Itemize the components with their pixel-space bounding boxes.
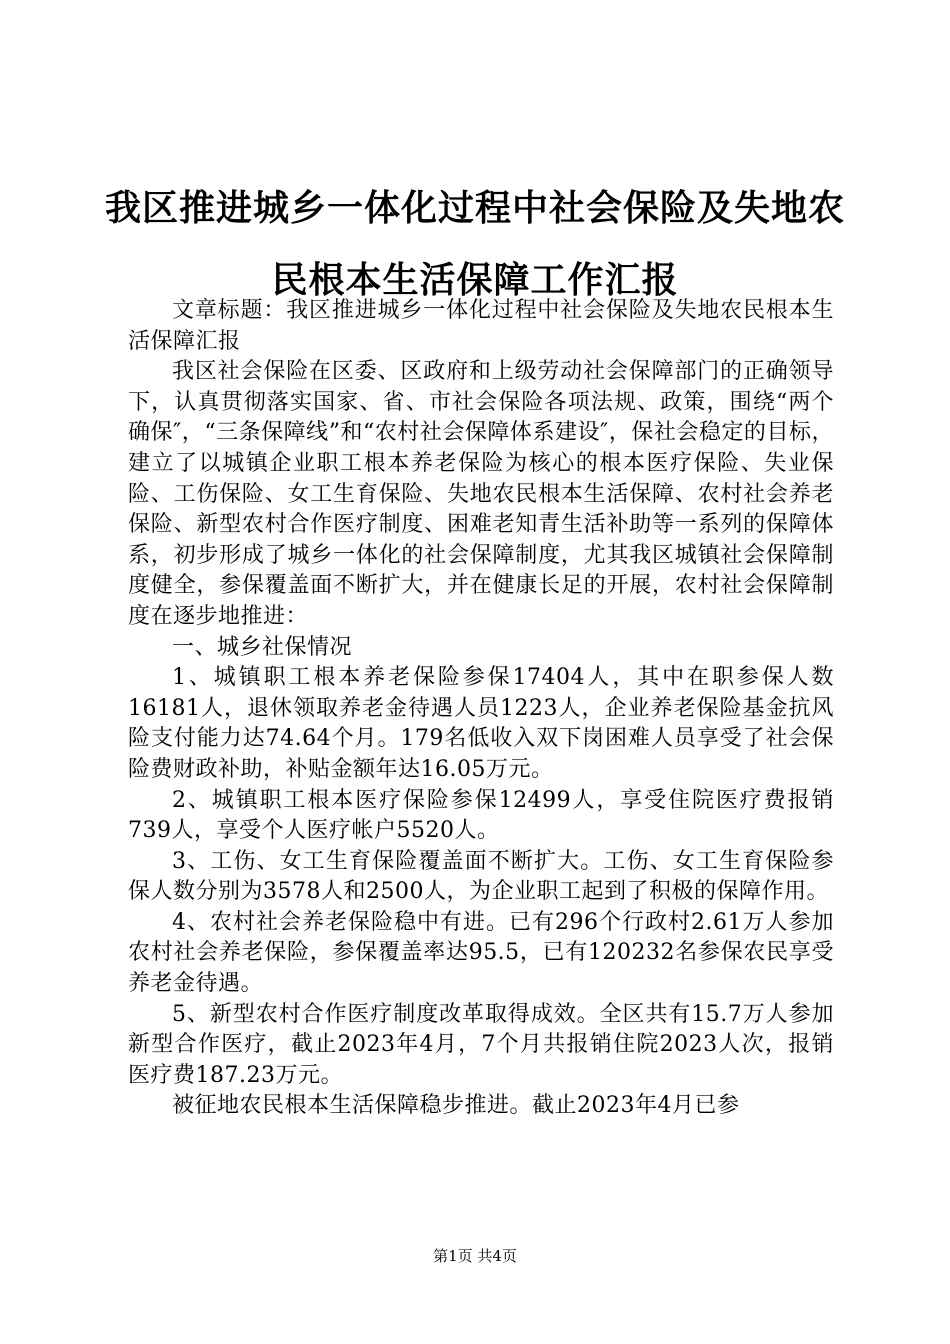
paragraph-item-6: 被征地农民根本生活保障稳步推进。截止2023年4月已参 — [172, 1093, 740, 1119]
paragraph-item-4: 4、农村社会养老保险稳中有进。已有296个行政村2.61万人参加农村社会养老保险，参保覆盖率达95.5，已有120232名参保农民享受养老金待遇。 — [128, 909, 834, 997]
paragraph-item-5: 5、新型农村合作医疗制度改革取得成效。全区共有15.7万人参加新型合作医疗，截止2023年4月，7个月共报销住院2023人次，报销医疗费187.23万元。 — [128, 1001, 834, 1088]
paragraph-article-title: 文章标题：我区推进城乡一体化过程中社会保险及失地农民根本生活保障汇报 — [128, 298, 834, 354]
paragraph-item-2: 2、城镇职工根本医疗保险参保12499人，享受住院医疗费报销739人，享受个人医疗帐户5520人。 — [128, 787, 834, 844]
section-heading: 一、城乡社保情况 — [172, 634, 353, 660]
page-footer: 第1页 共4页 — [433, 1247, 517, 1265]
document-body — [128, 296, 834, 1122]
paragraph-item-3: 3、工伤、女工生育保险覆盖面不断扩大。工伤、女工生育保险参保人数分别为3578人和2500人，为企业职工起到了积极的保障作用。 — [128, 848, 834, 905]
paragraph-intro: 我区社会保险在区委、区政府和上级劳动社会保障部门的正确领导下，认真贯彻落实国家、省、市社会保险各项法规、政策，围绕“两个确保″，“三条保障线”和“农村社会保障体系建设″，保社会稳定的目标，建立了以城镇企业职工根本养老保险为核心的根本医疗保险、失业保险、工伤保险、女工生育保险、失地农民根本生活保障、农村社会养老保险、新型农村合作医疗制度、困难老知青生活补助等一系列的保障体系，初步形成了城乡一体化的社会保障制度，尤其我区城镇社会保障制度健全，参保覆盖面不断扩大，并在健康长足的开展，农村社会保障制度在逐步地推进： — [128, 359, 834, 629]
document-title: 我区推进城乡一体化过程中社会保险及失地农民根本生活保障工作汇报 — [104, 187, 845, 301]
paragraph-item-1: 1、城镇职工根本养老保险参保17404人，其中在职参保人数16181人，退休领取养老金待遇人员1223人，企业养老保险基金抗风险支付能力达74.64个月。179名低收入双下岗困难人员享受了社会保险费财政补助，补贴金额年达16.05万元。 — [128, 665, 834, 782]
